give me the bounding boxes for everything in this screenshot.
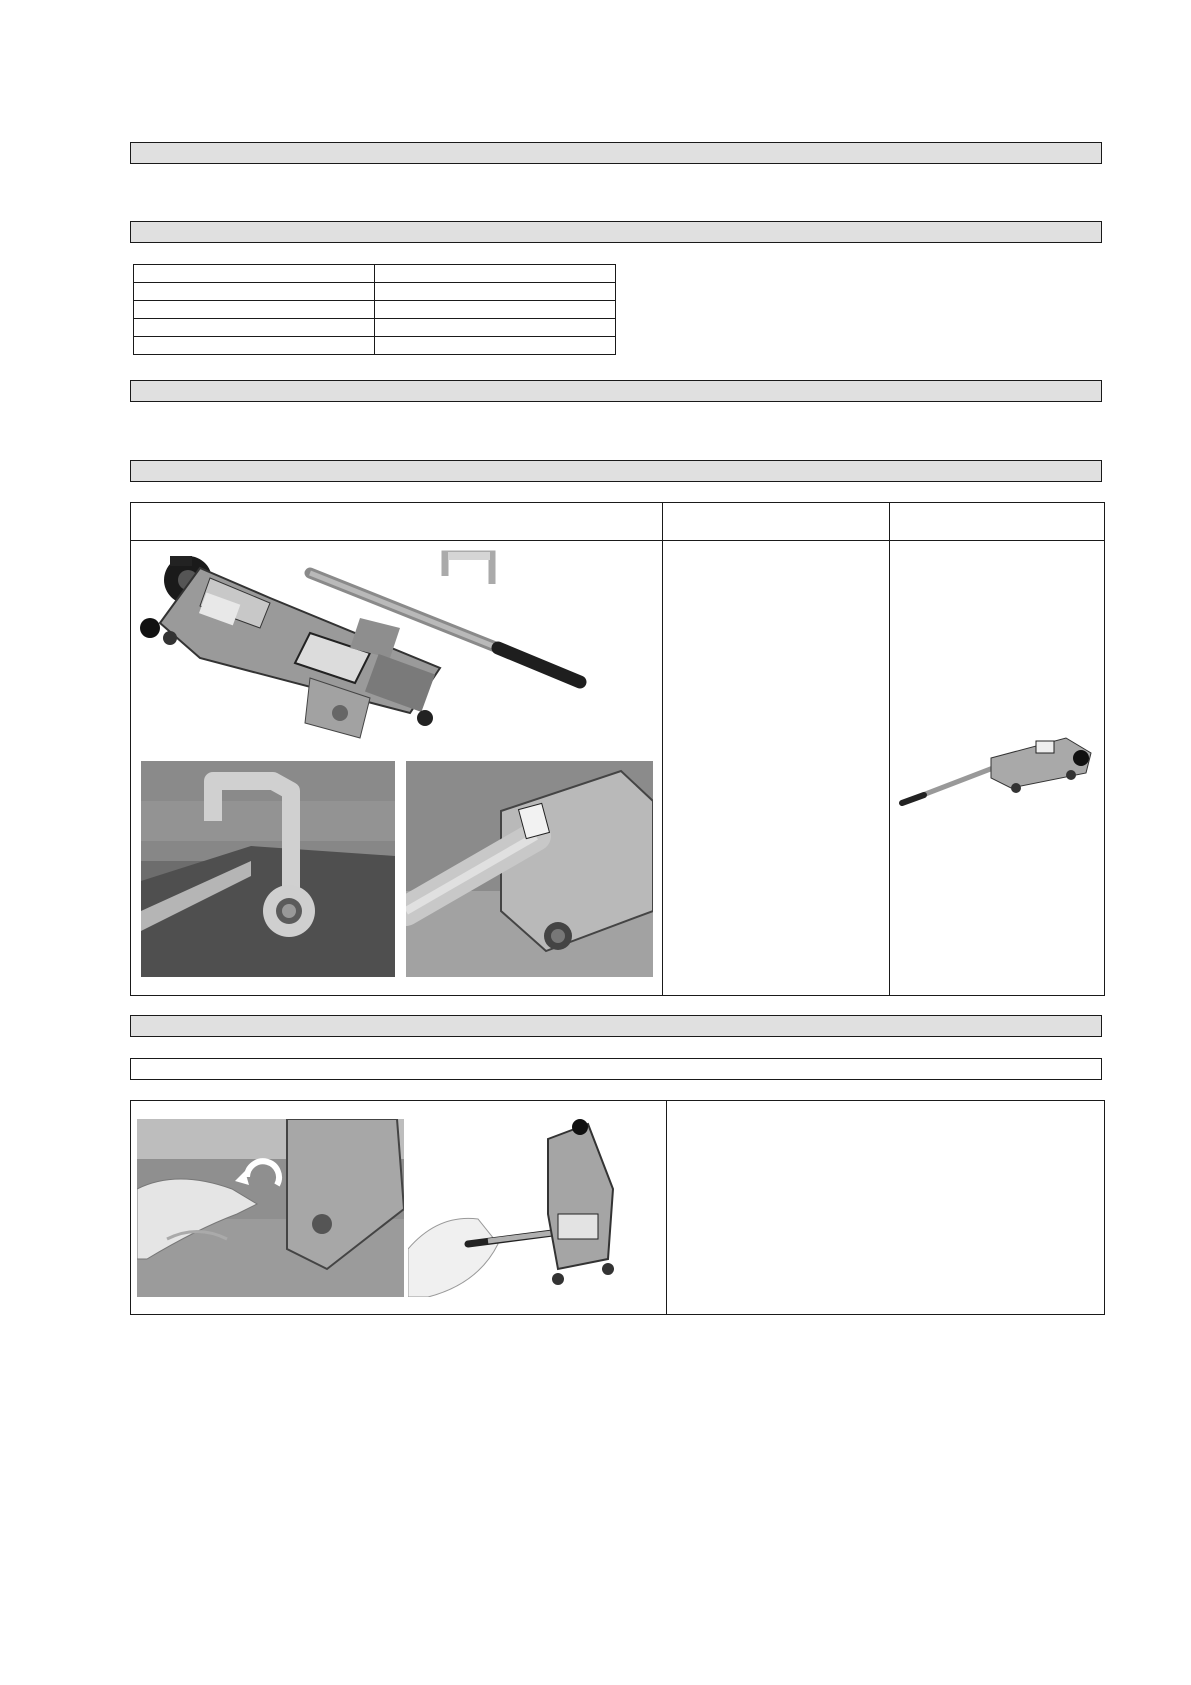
pumping-handle-illustration (408, 1119, 658, 1297)
release-valve-photo (137, 1119, 404, 1297)
table-row (134, 283, 616, 301)
table-row (134, 301, 616, 319)
table-divider (666, 1100, 667, 1315)
spec-label (134, 283, 375, 301)
spec-label (134, 319, 375, 337)
table-row (134, 265, 616, 283)
section-header-3 (130, 380, 1102, 402)
section-header-6 (130, 1058, 1102, 1080)
table-row (134, 337, 616, 355)
table-divider (130, 540, 1105, 541)
specification-table (133, 264, 616, 355)
table-row (134, 319, 616, 337)
table-divider (662, 502, 663, 996)
table-divider (889, 502, 890, 996)
section-header-5 (130, 1015, 1102, 1037)
spec-value (375, 265, 616, 283)
spec-label (134, 265, 375, 283)
handle-socket-photo (406, 761, 653, 977)
spec-value (375, 301, 616, 319)
section-header-4 (130, 460, 1102, 482)
handle-bracket-photo (141, 761, 395, 977)
spec-value (375, 337, 616, 355)
spec-value (375, 319, 616, 337)
section-header-2 (130, 221, 1102, 243)
assembled-jack-illustration (896, 733, 1101, 833)
section-header-1 (130, 142, 1102, 164)
floor-jack-kit-illustration (140, 548, 660, 753)
spec-label (134, 337, 375, 355)
spec-value (375, 283, 616, 301)
spec-label (134, 301, 375, 319)
